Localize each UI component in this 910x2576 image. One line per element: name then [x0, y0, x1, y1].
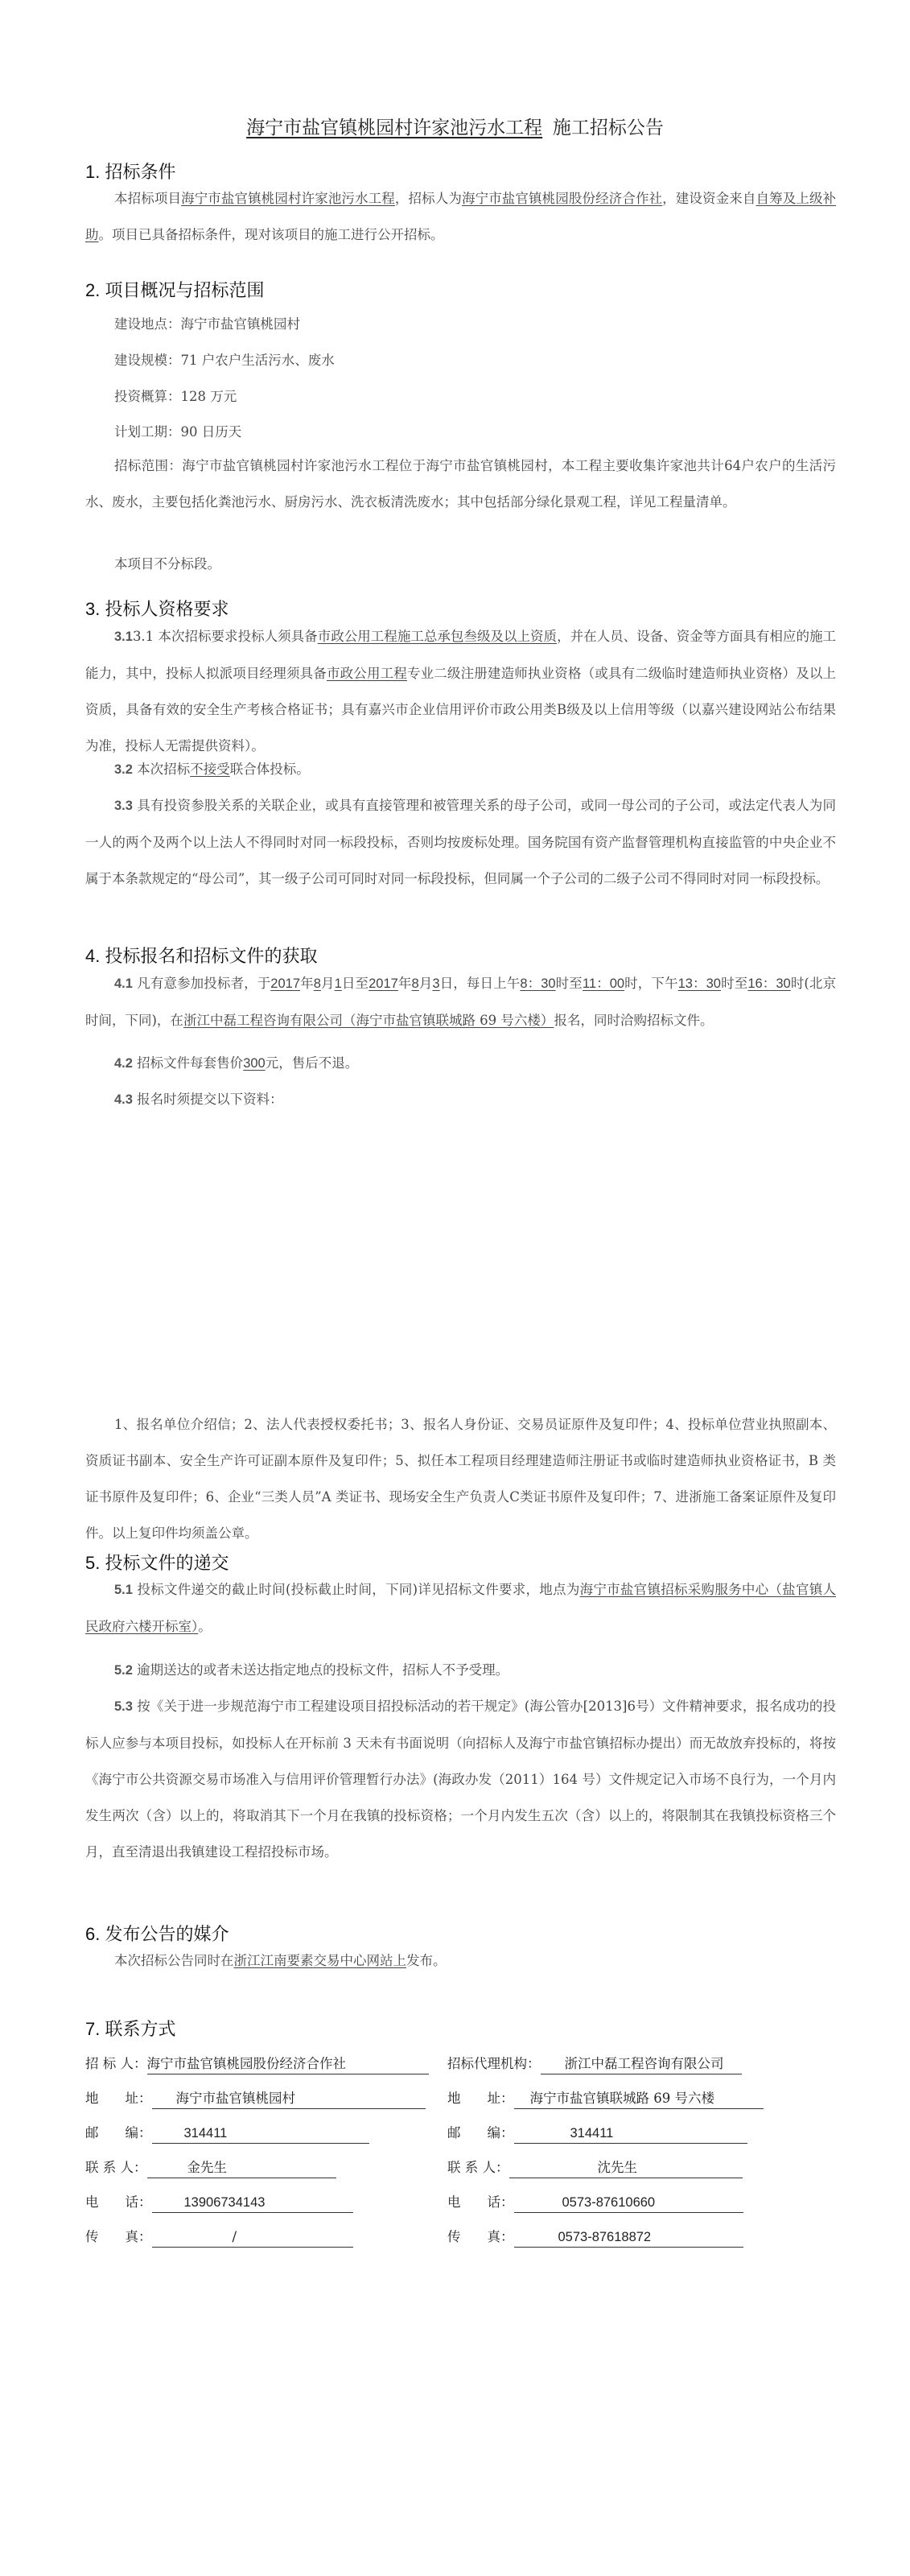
- label: 招 标 人：: [85, 2056, 147, 2071]
- value: 浙江中磊工程咨询有限公司: [541, 2055, 742, 2074]
- clause-number: 5.1: [114, 1583, 133, 1597]
- clause-number: 3.1: [114, 630, 133, 644]
- value: 海宁市盐官镇桃园村: [152, 2090, 426, 2109]
- label: 传 真：: [85, 2229, 152, 2244]
- text: 元，售后不退。: [265, 1055, 359, 1071]
- registration-location: 浙江中磊工程咨询有限公司（海宁市盐官镇联城路 69 号六楼）: [183, 1013, 554, 1028]
- required-qualification: 市政公用工程施工总承包叁级及以上资质: [317, 629, 558, 644]
- label: 联 系 人：: [85, 2160, 147, 2175]
- value: 0573-87610660: [514, 2194, 743, 2213]
- fund-source: 自筹及上级补助: [85, 191, 837, 242]
- registration-4-3: [85, 1081, 836, 1118]
- text: 。: [198, 1619, 212, 1634]
- text: 3.1 本次招标要求投标人须具备: [132, 629, 318, 644]
- submission-5-1: [85, 1571, 836, 1645]
- label: 电 话：: [85, 2194, 152, 2210]
- text: 年: [397, 976, 412, 991]
- label: 邮 编：: [447, 2125, 514, 2140]
- text: 按《关于进一步规范海宁市工程建设项目招投标活动的若干规定》(海公管办[2013]6号）文件精神要求，报名成功的投标人应参与本项目投标，如投标人在开标前 3 天未有书面说明（向招标人及海宁市盐官镇招标办提出）而无故放弃投标的，将按《海宁市公共资源交易市场准入与信用评价管理暂行办法》(海政办发（2011）164 号）文件规定记入市场不良行为，一个月内发生两次（含）以上的，将取消其下一个月在我镇的投标资格；一个月内发生五次（含）以上的，将限制其在我镇投标资格三个月，直至清退出我镇建设工程招投标市场。: [85, 1699, 836, 1860]
- am-end: 11：00: [582, 976, 625, 991]
- clause-number: 4.2: [114, 1056, 133, 1071]
- contact-agency: [447, 2055, 742, 2074]
- text: 时至: [555, 976, 583, 991]
- text: 年: [300, 976, 314, 991]
- text: 专业二级注册建造师执业资格（或具有二级临时建造师执业资格）及以上资质，具备有效的安全生产考核合格证书；具有嘉兴市企业信用评价市政公用类B级及以上信用等级（以嘉兴建设网站公布结果为准，投标人无需提供资料）。: [85, 666, 837, 753]
- contact-person: [85, 2159, 336, 2178]
- contact-tenderer: [85, 2055, 429, 2074]
- text: ，并在人员、设备、资金等方面具有相应的施工能力，其中，投标人拟派项目经理须具备: [85, 629, 836, 681]
- label: 联 系 人：: [447, 2160, 509, 2175]
- contact-fax: [85, 2228, 353, 2248]
- start-day: 1: [334, 976, 342, 991]
- text: 时(北京时间，下同)，在: [85, 976, 837, 1028]
- clause-number: 3.2: [114, 762, 133, 777]
- section-5-heading: 5. 投标文件的递交: [85, 1553, 229, 1573]
- start-month: 8: [313, 976, 321, 991]
- value: 金先生: [147, 2159, 336, 2178]
- text: ，建设资金来自: [662, 191, 756, 206]
- qualification-3-2: [85, 751, 836, 788]
- pm-start: 13：30: [677, 976, 721, 991]
- label: 传 真：: [447, 2229, 514, 2244]
- joint-bid-policy: 不接受: [190, 762, 230, 777]
- section-2-heading: 2. 项目概况与招标范围: [85, 280, 265, 300]
- construction-scale: 建设规模：71 户农户生活污水、废水: [114, 353, 335, 368]
- end-month: 8: [411, 976, 419, 991]
- text: 具有投资参股关系的关联企业，或具有直接管理和被管理关系的母子公司，或同一母公司的子公司，或法定代表人为同一人的两个及两个以上法人不得同时对同一标段投标，否则均按废标处理。国务院国有资产监督管理机构直接监管的中央企业不属于本条款规定的“母公司”，其一级子公司可同时对同一标段投标，但同属一个子公司的二级子公司不得同时对同一标段投标。: [85, 798, 836, 886]
- text: 联合体投标。: [229, 762, 310, 777]
- text: 本次招标公告同时在: [114, 1953, 234, 1968]
- end-day: 3: [432, 976, 440, 991]
- submission-5-2: [85, 1652, 836, 1689]
- agency-person: [447, 2159, 743, 2178]
- value: 13906734143: [152, 2194, 353, 2213]
- media-name: 浙江江南要素交易中心网站上: [233, 1953, 406, 1968]
- section-7-heading: 7. 联系方式: [85, 2019, 176, 2039]
- label: 招标代理机构：: [447, 2056, 541, 2071]
- section-6-heading: 6. 发布公告的媒介: [85, 1924, 229, 1944]
- value: 海宁市盐官镇联城路 69 号六楼: [514, 2090, 764, 2109]
- text: 投标文件递交的截止时间(投标截止时间，下同)详见招标文件要求，地点为: [132, 1582, 580, 1597]
- section-1-paragraph: [85, 180, 836, 253]
- contact-phone: [85, 2194, 353, 2213]
- title-project: 海宁市盐官镇桃园村许家池污水工程: [246, 117, 543, 138]
- construction-site: 建设地点：海宁市盐官镇桃园村: [114, 316, 300, 332]
- qualification-3-3: [85, 787, 836, 897]
- section-1-heading: 1. 招标条件: [85, 162, 176, 182]
- section-3-heading: 3. 投标人资格要求: [85, 599, 229, 619]
- end-year: 2017: [369, 976, 398, 991]
- text: 。项目已具备招标条件，现对该项目的施工进行公开招标。: [98, 227, 444, 242]
- publication-media: [85, 1942, 836, 1979]
- contact-address: [85, 2090, 426, 2109]
- tenderer-name: 海宁市盐官镇桃园股份经济合作社: [461, 191, 663, 206]
- submission-location: 海宁市盐官镇招标采购服务中心（盐官镇人民政府六楼开标室）: [85, 1582, 836, 1634]
- investment-estimate: 投资概算：128 万元: [114, 389, 237, 404]
- title-suffix: 施工招标公告: [552, 117, 664, 138]
- value: 沈先生: [509, 2159, 743, 2178]
- value: 海宁市盐官镇桃园股份经济合作社: [147, 2055, 429, 2074]
- qualification-3-1: [85, 618, 836, 764]
- pm-end: 16：30: [747, 976, 791, 991]
- text: ，招标人为: [394, 191, 462, 206]
- text: 月: [418, 976, 433, 991]
- text: 时至: [721, 976, 748, 991]
- value: 314411: [152, 2124, 369, 2144]
- clause-number: 3.3: [114, 799, 133, 813]
- text: 时，下午: [624, 976, 678, 991]
- text: 报名时须提交以下资料：: [132, 1092, 283, 1107]
- label: 地 址：: [85, 2091, 152, 2106]
- document-price: 300: [243, 1056, 266, 1071]
- section-4-heading: 4. 投标报名和招标文件的获取: [85, 946, 318, 966]
- label: 电 话：: [447, 2194, 514, 2210]
- required-specialty: 市政公用工程: [326, 666, 407, 681]
- registration-4-2: [85, 1045, 836, 1082]
- agency-phone: [447, 2194, 743, 2213]
- clause-number: 4.1: [114, 976, 133, 991]
- label: 邮 编：: [85, 2125, 152, 2140]
- text: 报名，同时洽购招标文件。: [554, 1013, 714, 1028]
- contact-postcode: [85, 2124, 369, 2144]
- clause-number: 5.3: [114, 1699, 133, 1714]
- page-title: [0, 113, 910, 139]
- text: 逾期送达的或者未送达指定地点的投标文件，招标人不予受理。: [132, 1662, 509, 1678]
- label: 地 址：: [447, 2091, 514, 2106]
- value: 0573-87618872: [514, 2228, 743, 2248]
- value: 314411: [514, 2124, 747, 2144]
- text: 日至: [341, 976, 369, 991]
- text: 凡有意参加投标者，于: [132, 976, 271, 991]
- am-start: 8：30: [520, 976, 556, 991]
- value: /: [152, 2228, 353, 2248]
- text: 月: [320, 976, 335, 991]
- agency-fax: [447, 2228, 743, 2248]
- planned-duration: 计划工期：90 日历天: [114, 424, 242, 440]
- lot-note: 本项目不分标段。: [114, 556, 220, 572]
- text: 本招标项目: [114, 191, 182, 206]
- clause-number: 5.2: [114, 1663, 133, 1678]
- text: 日，每日上午: [439, 976, 521, 991]
- registration-4-1: [85, 965, 836, 1038]
- required-materials: 1、报名单位介绍信；2、法人代表授权委托书；3、报名人身份证、交易员证原件及复印件；4、投标单位营业执照副本、资质证书副本、安全生产许可证副本原件及复印件；5、拟任本工程项目经理建造师注册证书或临时建造师执业资格证书，B 类证书原件及复印件；6、企业“三类人员”A 类证书、现场安全生产负责人C类证书原件及复印件；7、进浙施工备案证原件及复印件。以上复印件均须盖公章。: [85, 1417, 836, 1541]
- agency-address: [447, 2090, 764, 2109]
- clause-number: 4.3: [114, 1092, 133, 1107]
- start-year: 2017: [270, 976, 301, 991]
- text: 招标文件每套售价: [132, 1055, 244, 1071]
- project-name: 海宁市盐官镇桃园村许家池污水工程: [181, 191, 395, 206]
- text: 本次招标: [132, 762, 191, 777]
- agency-postcode: [447, 2124, 747, 2144]
- tender-scope: 招标范围：海宁市盐官镇桃园村许家池污水工程位于海宁市盐官镇桃园村，本工程主要收集许家池共计64户农户的生活污水、废水，主要包括化粪池污水、厨房污水、洗衣板清洗废水；其中包括部分绿化景观工程，详见工程量清单。: [85, 458, 836, 510]
- text: 发布。: [406, 1953, 447, 1968]
- submission-5-3: [85, 1688, 836, 1870]
